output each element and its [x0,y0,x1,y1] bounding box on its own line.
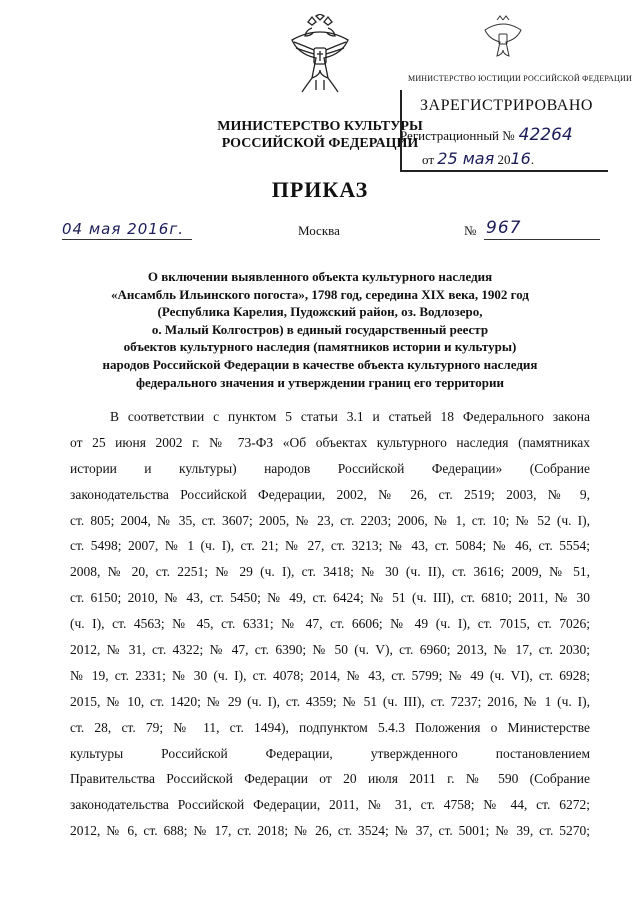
body-line: 2012, № 31, ст. 4322; № 47, ст. 6390; № 50 (ч. V), ст. 6960; 2013, № 17, ст. 2030; [70,642,590,658]
date-city-number-line [0,220,640,244]
subject-line: (Республика Карелия, Пудожский район, оз. Водлозеро, [157,304,483,320]
stamp-year-prefix: 20 [497,152,511,167]
date-underline [62,239,192,240]
subject-line: объектов культурного наследия (памятников истории и культуры) [123,339,517,355]
body-line: В соответствии с пунктом 5 статьи 3.1 и статьей 18 Федерального закона [110,409,590,424]
number-underline [484,239,600,240]
body-line: законодательства Российской Федерации, 2002, № 26, ст. 2519; 2003, № 9, [70,486,590,502]
body-line: ст. 28, ст. 79; № 11, ст. 1494), подпунктом 5.4.3 Положения о Министерстве [70,719,590,735]
document-number-handwritten: 967 [486,218,522,238]
body-line: ст. 5498; 2007, № 1 (ч. I), ст. 21; № 27, ст. 3213; № 43, ст. 5084; № 46, ст. 5554; [70,538,590,554]
body-line: № 19, ст. 2331; № 30 (ч. I), ст. 4078; 2014, № 43, ст. 5799; № 49 (ч. VI), ст. 6928; [70,667,590,683]
body-line: истории и культуры) народов Российской Федерации» (Собрание [70,460,590,476]
body-line: законодательства Российской Федерации, 2011, № 31, ст. 4758; № 44, ст. 6272; [70,797,590,813]
ministry-line-1: МИНИСТЕРСТВО КУЛЬТУРЫ [217,119,423,134]
subject-line: народов Российской Федерации в качестве объекта культурного наследия [102,356,538,372]
stamp-registration-date: от 25 мая 2016. [422,149,535,168]
body-line: культуры Российской Федерации, утвержденного постановлением [70,745,590,761]
stamp-reg-number-handwritten: 42264 [518,125,573,145]
body-line: ст. 805; 2004, № 35, ст. 3607; 2005, № 23, ст. 2203; 2006, № 1, ст. 10; № 52 (ч. I), [70,512,590,528]
stamp-year-handwritten: 16 [510,149,531,168]
subject-line: федерального значения и утверждении границ его территории [136,374,504,390]
document-city: Москва [298,223,340,238]
document-title: ПРИКАЗ [271,177,369,202]
body-line: (ч. I), ст. 4563; № 45, ст. 6331; № 47, ст. 6606; № 49 (ч. I), ст. 7015, ст. 7026; [70,616,590,632]
body-line: 2008, № 20, ст. 2251; № 29 (ч. I), ст. 3418; № 30 (ч. II), ст. 3616; 2009, № 51, [70,564,590,580]
body-line: Правительства Российской Федерации от 20 июля 2011 г. № 590 (Собрание [70,771,590,787]
body-line: 2015, № 10, ст. 1420; № 29 (ч. I), ст. 4359; № 51 (ч. III), ст. 7237; 2016, № 1 (ч. I), [70,693,590,709]
document-subject [70,268,570,391]
stamp-date-prefix: от [422,152,435,167]
stamp-registered-text: ЗАРЕГИСТРИРОВАНО [420,97,593,114]
registration-stamp [400,8,632,173]
document-body [70,404,590,844]
subject-line: о. Малый Колгостров) в единый государственный реестр [151,321,489,337]
subject-line: О включении выявленного объекта культурного наследия [147,269,493,284]
stamp-reg-label: Регистрационный № [400,128,515,143]
stamp-header: МИНИСТЕРСТВО ЮСТИЦИИ РОССИЙСКОЙ ФЕДЕРАЦИИ [408,74,632,83]
body-line: ст. 6150; 2010, № 43, ст. 5450; № 49, ст. 6424; № 51 (ч. III), ст. 6810; 2011, № 30 [70,590,590,606]
stamp-registration-number [400,125,573,145]
stamp-date-handwritten: 25 мая [437,149,495,168]
body-line: 2012, № 6, ст. 688; № 17, ст. 2018; № 26, ст. 3524; № 37, ст. 5001; № 39, ст. 5270; [70,823,590,839]
coat-of-arms-emblem [288,14,352,96]
stamp-emblem-icon [482,14,524,62]
document-number-label: № [464,223,477,238]
subject-line: «Ансамбль Ильинского погоста», 1798 год, середина XIX века, 1902 год [111,286,529,302]
document-date-handwritten: 04 мая 2016г. [62,220,184,238]
body-line: от 25 июня 2002 г. № 73-ФЗ «Об объектах культурного наследия (памятниках [70,434,590,450]
ministry-line-2: РОССИЙСКОЙ ФЕДЕРАЦИИ [221,136,419,151]
